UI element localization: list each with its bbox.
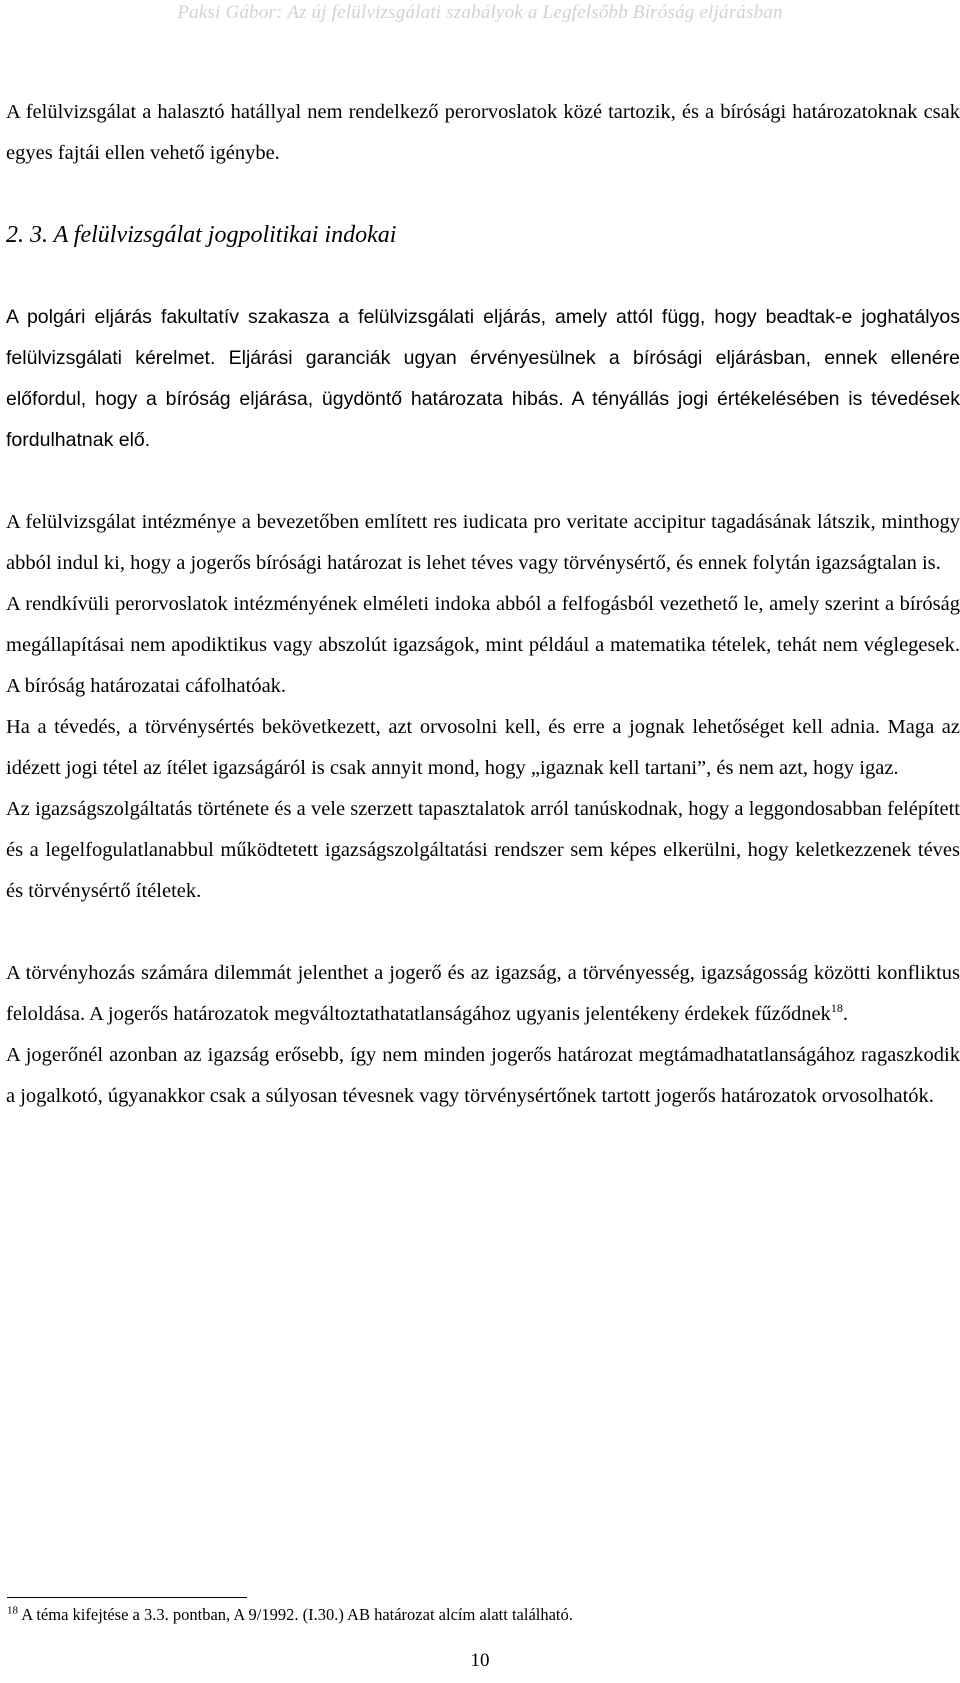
paragraph-civil-procedure-b: Eljárási garanciák ugyan érvényesülnek a bírósági eljárásban, ennek ellenére előfordul, hogy a bíróság eljárása, ügydöntő határozata hibás. A tényállás jogi értékelésében is tévedések fordulhatnak elő. [6,347,960,451]
paragraph-legislative-dilemma [6,953,960,1035]
paragraph-res-iudicata: A felülvizsgálat intézménye a bevezetőben említett res iudicata pro veritate accipitur tagadásának látszik, minthogy abból indul ki, hogy a jogerős bírósági határozat is lehet téves vagy törvénysértő, és ennek folytán igazságtalan is. [6,511,960,574]
paragraph-intro: A felülvizsgálat a halasztó hatállyal nem rendelkező perorvoslatok közé tartozik, és a bírósági határozatoknak csak egyes fajtái ellen vehető igénybe. [6,101,960,164]
paragraph-error-correction: Ha a tévedés, a törvénysértés bekövetkezett, azt orvosolni kell, és erre a jognak lehetőséget kell adnia. Maga az idézett jogi tétel az ítélet igazságáról is csak annyit mond, hogy „igaznak kell tartani”, és nem azt, hogy igaz. [6,716,960,779]
footnote [7,1604,947,1626]
paragraph-justice-history: Az igazságszolgáltatás története és a vele szerzett tapasztalatok arról tanúskodnak, hogy a leggondosabban felépített és a legelfogulatlanabbul működtetett igazságszolgáltatási rendszer sem képes elkerülni, hogy keletkezzenek téves és törvénysértő ítéletek. [6,798,960,902]
section-heading: 2. 3. A felülvizsgálat jogpolitikai indokai [6,222,397,248]
running-header: Paksi Gábor: Az új felülvizsgálati szabályok a Legfelsőbb Bíróság eljárásban [177,2,783,23]
footnote-text: A téma kifejtése a 3.3. pontban, A 9/1992. (I.30.) AB határozat alcím alatt található. [18,1605,573,1624]
paragraph-civil-procedure [6,297,960,461]
footnote-marker: 18 [7,1604,18,1617]
paragraph-legislative-dilemma-end: . [842,1003,848,1025]
paragraph-finality: A jogerőnél azonban az igazság erősebb, így nem minden jogerős határozat megtámadhatatlanságához ragaszkodik a jogalkotó, úgyanakkor csak a súlyosan tévesnek vagy törvénysértőnek tartott jogerős határozatok orvosolhatók. [6,1044,960,1107]
paragraph-legislative-dilemma-text: A törvényhozás számára dilemmát jelenthet a jogerő és az igazság, a törvényesség, igazságosság közötti konfliktus feloldása. A jogerős határozatok megváltoztathatatlanságához ugyanis jelentékeny érdekek fűződnek [6,962,960,1025]
page-number: 10 [470,1650,490,1671]
footnote-separator [7,1597,247,1598]
paragraph-civil-procedure-a: A polgári eljárás fakultatív szakasza a felülvizsgálati eljárás, amely attól függ, hogy beadtak-e joghatályos felülvizsgálati kérelmet. [6,306,960,369]
paragraph-extraordinary-remedies: A rendkívüli perorvoslatok intézményének elméleti indoka abból a felfogásból vezethető le, amely szerint a bíróság megállapításai nem apodiktikus vagy abszolút igazságok, mint például a matematika tételek, tehát nem véglegesek. A bíróság határozatai cáfolhatóak. [6,593,960,697]
page-body [6,92,960,1117]
footnote-reference[interactable]: 18 [830,1001,843,1016]
